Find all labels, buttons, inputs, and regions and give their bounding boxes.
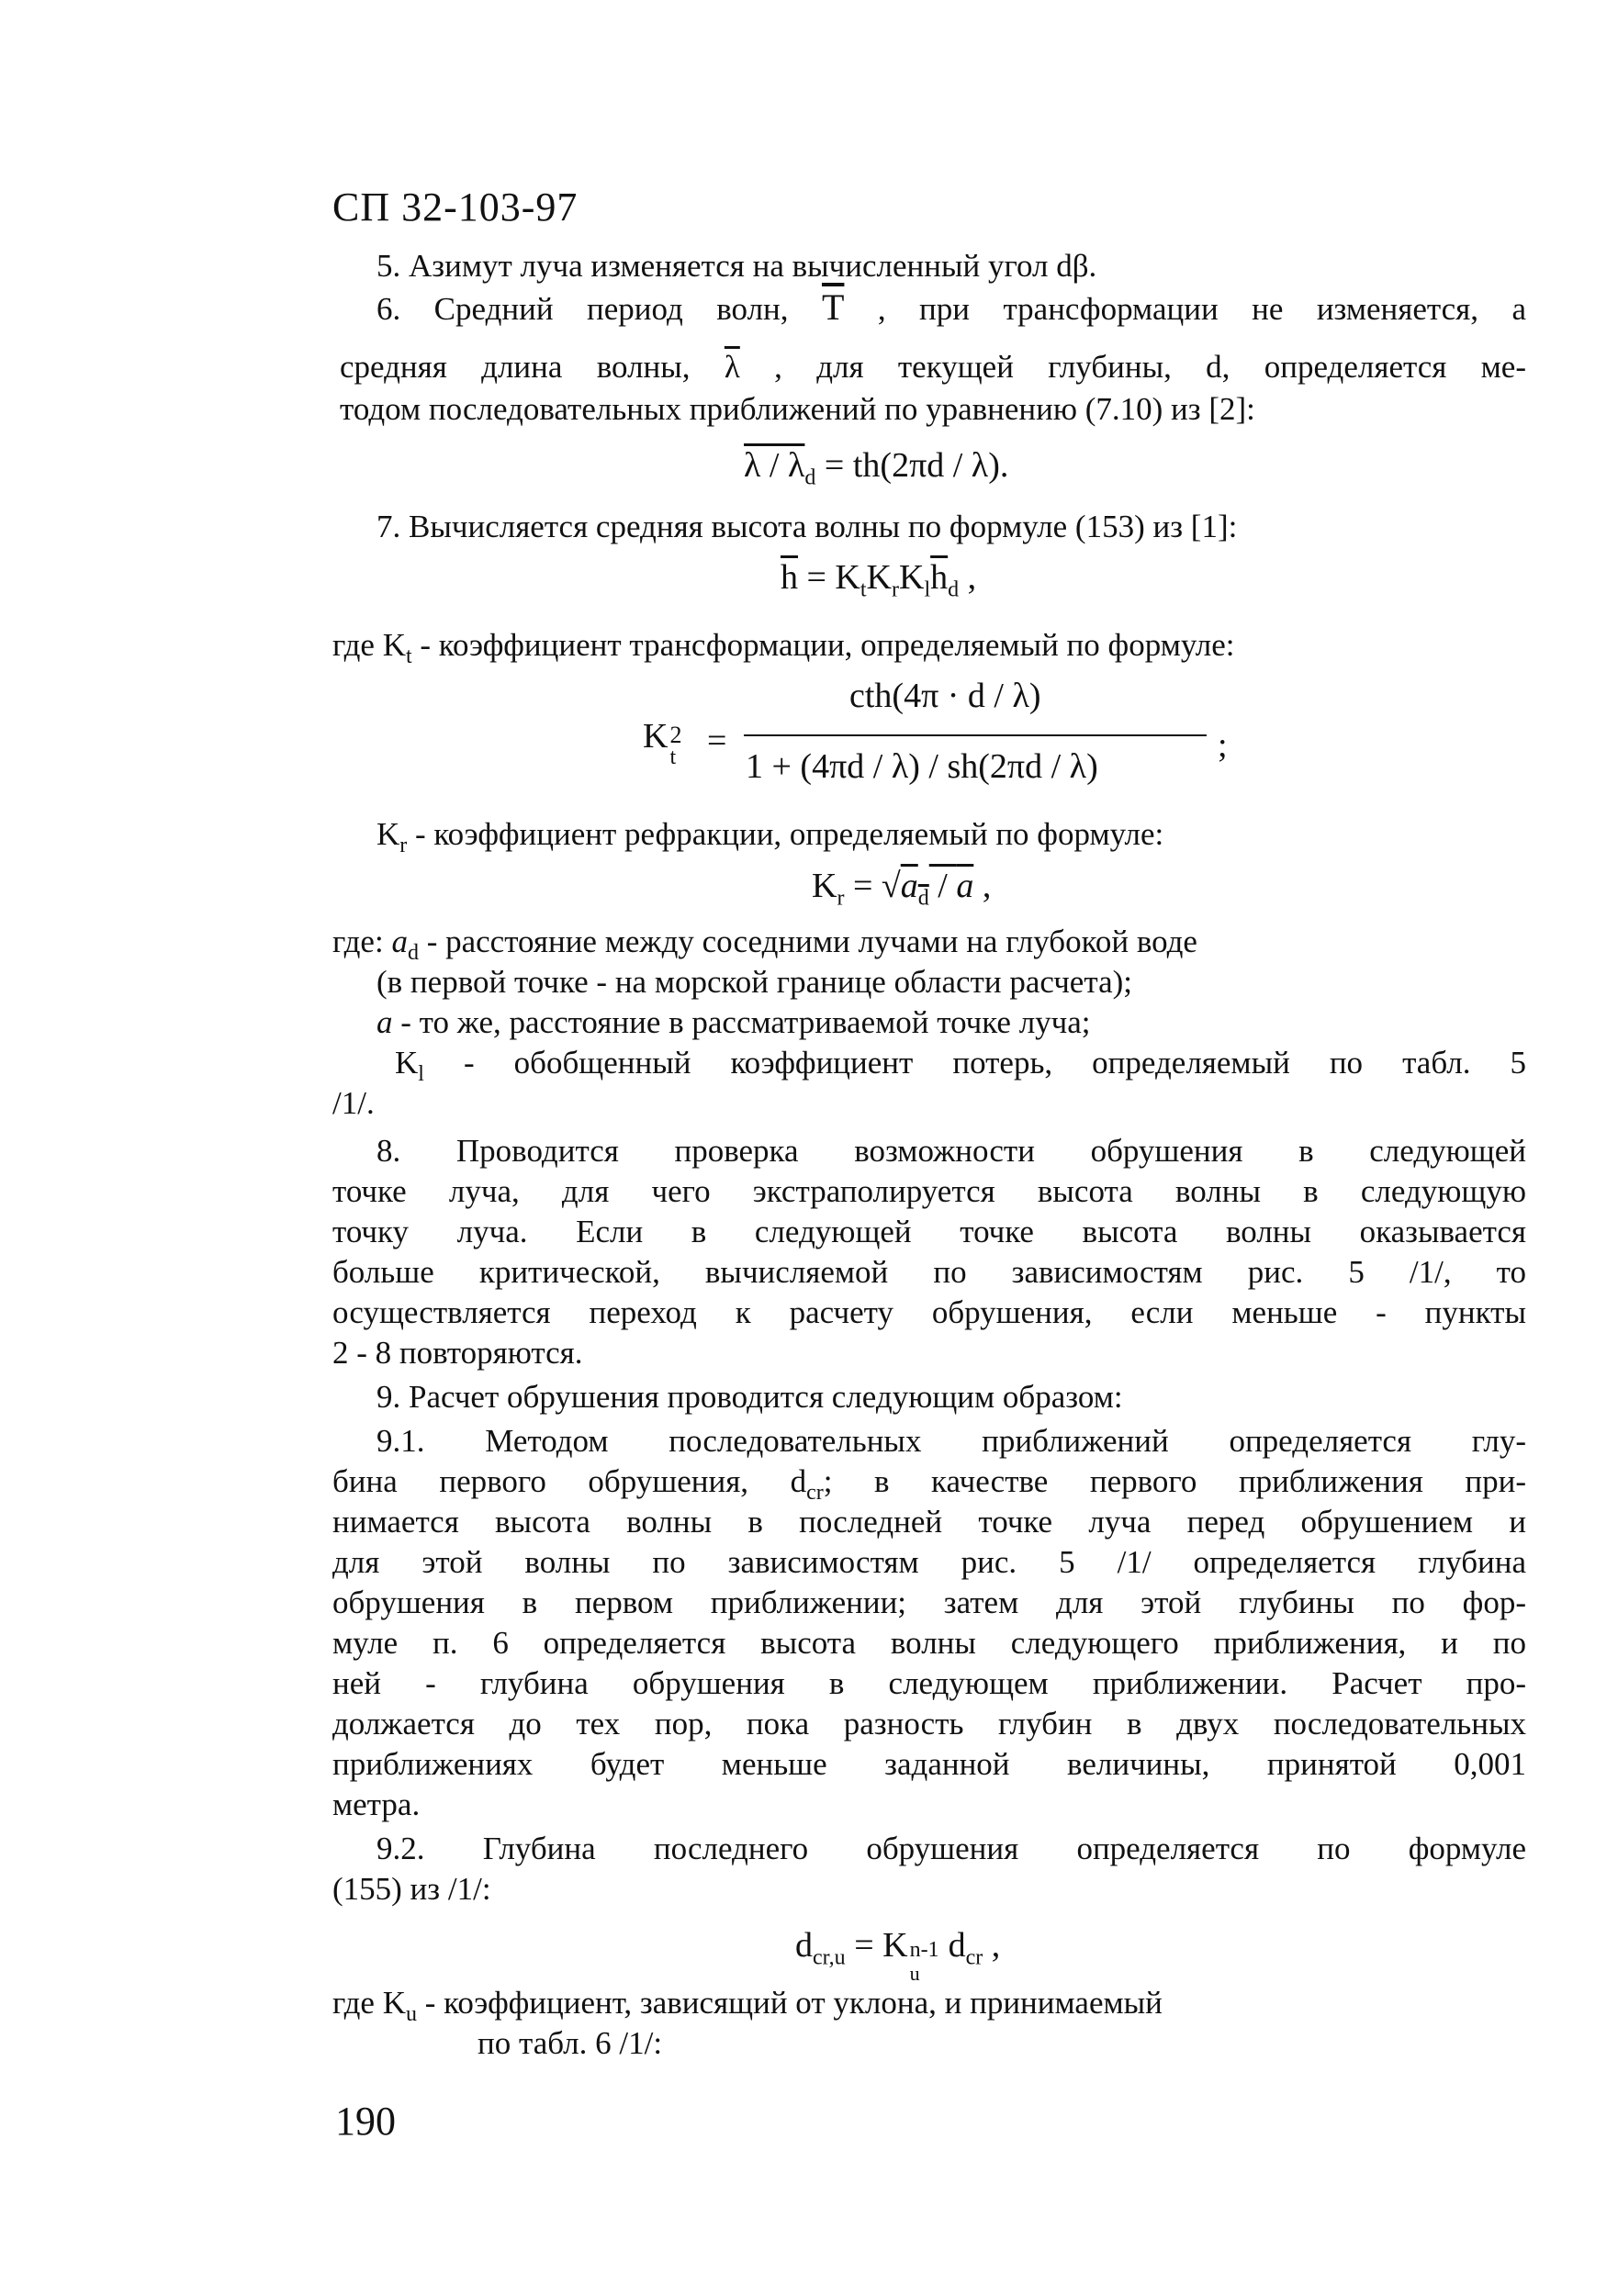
eq-part: = K <box>845 1926 908 1965</box>
text-run: где K <box>332 627 406 663</box>
equation-wavelength <box>744 444 1009 490</box>
item-9-1-line-7: ней - глубина обрушения в следующем приближении. Расчет про- <box>332 1665 1526 1701</box>
eq-a: a <box>956 867 974 905</box>
eq-sub: t <box>860 577 867 602</box>
symbol-lambda-mean: $\overline{\lambda}$ <box>724 349 740 385</box>
text-run: - коэффициент рефракции, определяемый по формуле: <box>407 816 1164 852</box>
document-header: СП 32-103-97 <box>332 185 579 230</box>
item-9-1-line-5: обрушения в первом приближении; затем для этой глубины по фор- <box>332 1585 1526 1620</box>
eq-k: K <box>643 717 669 756</box>
equation-dcr-u <box>795 1924 1001 1985</box>
text-run: - расстояние между соседними лучами на глубокой воде <box>418 924 1197 959</box>
eq-part: / <box>928 867 957 905</box>
eq-part: , <box>973 867 992 905</box>
text-run: где K <box>332 1985 406 2021</box>
item-9-1-line-8: должается до тех пор, пока разность глубин в двух последовательных <box>332 1706 1526 1742</box>
symbol-T-mean: $\overline{T}$ <box>821 286 845 328</box>
item-9-1-line-6: муле п. 6 определяется высота волны следующего приближения, и по <box>332 1625 1526 1661</box>
eq-part: K <box>866 558 892 597</box>
text-run-group <box>332 1463 1526 1505</box>
sub: t <box>405 644 412 668</box>
page-number: 190 <box>335 2099 396 2144</box>
item-8-line-6: 2 - 8 повторяются. <box>332 1335 583 1371</box>
kl-symbol <box>395 1045 424 1086</box>
item-9-2-line-2: (155) из /1/: <box>332 1871 491 1907</box>
eq3-semicolon: ; <box>1218 726 1228 765</box>
eq3-denominator: 1 + (4πd / λ) / sh(2πd / λ) <box>746 747 1098 786</box>
sub: cr <box>806 1481 824 1505</box>
eq-h: $\overline{h}$ <box>781 558 798 597</box>
eq-part: , <box>959 558 977 597</box>
text-run: K <box>376 816 400 852</box>
equation-kr <box>812 865 992 911</box>
item-9-1-line-3: нимается высота волны в последней точке луча перед обрушением и <box>332 1504 1526 1540</box>
eq-sub: u <box>909 1962 920 1985</box>
eq-sub: d <box>917 886 929 911</box>
eq3-fraction-bar <box>744 734 1207 736</box>
text-run: ; в качестве первого приближения при- <box>823 1463 1526 1499</box>
text-run: 6. Средний период волн, <box>376 291 789 327</box>
item-8-line-5: осуществляется переход к расчету обрушения, если меньше - пункты <box>332 1294 1526 1330</box>
text-run: K <box>395 1045 419 1081</box>
sub: l <box>418 1062 424 1086</box>
eq3-lhs <box>643 716 686 769</box>
eq3-numerator: cth(4π · d / λ) <box>849 677 1041 715</box>
item-9-1-line-2 <box>332 1462 1526 1505</box>
item-8-line-1: 8. Проводится проверка возможности обрушения в следующей <box>376 1133 1526 1169</box>
text-run: - то же, расстояние в рассматриваемой точке луча; <box>392 1004 1091 1040</box>
eq-sub: cr,u <box>813 1945 846 1970</box>
symbol-a: a <box>376 1004 393 1040</box>
kl-definition-line-2: /1/. <box>332 1085 375 1121</box>
eq-sub: r <box>892 577 899 602</box>
eq-d: d <box>795 1926 813 1965</box>
sub: d <box>407 941 419 965</box>
item-6-line-2 <box>340 347 1526 387</box>
item-7-line: 7. Вычисляется средняя высота волны по формуле (153) из [1]: <box>376 509 1238 544</box>
eq-part: , <box>983 1926 1001 1965</box>
ku-definition-line <box>332 1983 1163 2026</box>
item-9-1-line-10: метра. <box>332 1786 421 1822</box>
ad-definition-line-2: (в первой точке - на морской границе области расчета); <box>376 964 1132 1000</box>
item-9-1-line-1: 9.1. Методом последовательных приближений определяется глу- <box>376 1423 1526 1459</box>
eq-part: = <box>844 867 882 905</box>
text-run: , при трансформации не изменяется, а <box>877 291 1526 327</box>
text-run: бина первого обрушения, d <box>332 1463 807 1499</box>
item-6-line-3: тодом последовательных приближений по уравнению (7.10) из [2]: <box>340 391 1255 427</box>
text-run: - коэффициент трансформации, определяемый по формуле: <box>411 627 1235 663</box>
sub: u <box>405 2002 417 2026</box>
kr-definition-line <box>376 814 1163 855</box>
text-run: средняя длина волны, <box>340 349 691 385</box>
eq-h: $\overline{h}$ <box>930 558 949 597</box>
item-9-2-line-1: 9.2. Глубина последнего обрушения определяется по формуле <box>376 1831 1526 1866</box>
radical-sign: √ <box>881 867 901 905</box>
sub: r <box>399 834 408 857</box>
eq-sup: 2 <box>669 722 682 748</box>
text-run: , для текущей глубины, d, определяется ме- <box>774 349 1526 385</box>
eq-sub: l <box>924 577 931 602</box>
item-9-1-line-4: для этой волны по зависимостям рис. 5 /1/ определяется глубина <box>332 1544 1526 1580</box>
symbol-a: a <box>391 924 408 959</box>
eq-rhs: = th(2πd / λ). <box>815 446 1009 485</box>
item-8-line-3: точку луча. Если в следующей точке высота волны оказывается <box>332 1214 1526 1249</box>
kt-definition-line <box>332 625 1235 666</box>
eq-part: K <box>899 558 925 597</box>
item-8-line-4: больше критической, вычисляемой по зависимостям рис. 5 /1/, то <box>332 1254 1526 1290</box>
eq-lhs: λ / λ <box>744 446 805 485</box>
eq-sub: r <box>837 886 845 911</box>
equation-wave-height <box>781 556 977 602</box>
text-run: где: <box>332 924 392 959</box>
eq-d: d <box>948 1926 966 1965</box>
eq-sub: d <box>804 465 816 490</box>
item-5-line: 5. Азимут луча изменяется на вычисленный угол dβ. <box>376 248 1097 284</box>
eq-k: K <box>812 867 837 905</box>
eq-sub: t <box>669 745 677 769</box>
eq3-equals: = <box>707 722 727 760</box>
kl-definition-line <box>395 1043 1526 1086</box>
eq-a: a <box>900 867 918 905</box>
eq-part: = K <box>798 558 860 597</box>
ku-definition-line-2: по табл. 6 /1/: <box>478 2025 663 2061</box>
text-run: - обобщенный коэффициент потерь, определяемый по табл. 5 <box>463 1045 1526 1081</box>
text-run: - коэффициент, зависящий от уклона, и принимаемый <box>416 1985 1163 2021</box>
eq-sub: cr <box>965 1945 983 1970</box>
item-8-line-2: точке луча, для чего экстраполируется высота волны в следующую <box>332 1173 1526 1209</box>
item-9-1-line-9: приближениях будет меньше заданной величины, принятой 0,001 <box>332 1746 1526 1782</box>
eq-sub: d <box>948 577 960 602</box>
a-definition-line <box>376 1002 1091 1043</box>
ad-definition-line <box>332 922 1197 965</box>
item-6-line-1 <box>376 287 1526 330</box>
eq-sup: n-1 <box>909 1938 939 1962</box>
item-9-line: 9. Расчет обрушения проводится следующим образом: <box>376 1379 1123 1415</box>
